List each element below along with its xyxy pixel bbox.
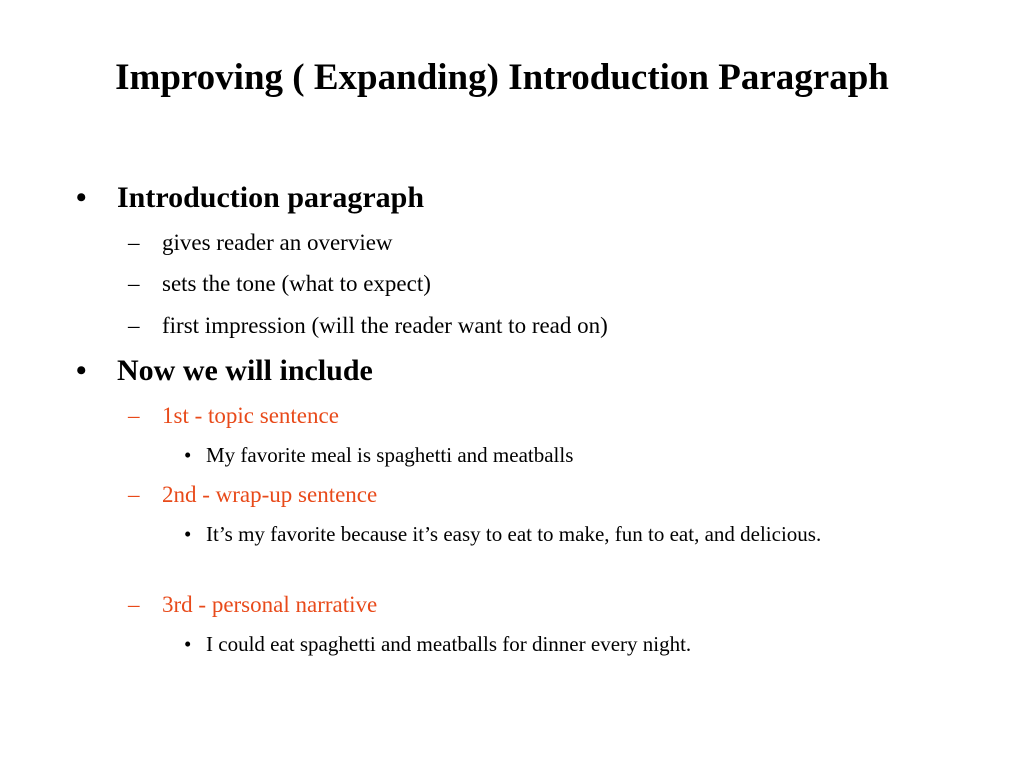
dash-icon: –: [128, 271, 140, 296]
bullet-icon: •: [76, 354, 87, 387]
example-text: It’s my favorite because it’s easy to eat to make, fun to eat, and delicious.: [206, 522, 822, 546]
dash-icon: –: [128, 403, 140, 428]
dash-icon: –: [128, 313, 140, 338]
bullet-icon: •: [184, 443, 192, 467]
subpoint-text: 1st - topic sentence: [162, 403, 339, 428]
subpoint-text: 2nd - wrap-up sentence: [162, 482, 378, 507]
bullet-icon: •: [184, 632, 192, 656]
example-text: I could eat spaghetti and meatballs for dinner every night.: [206, 632, 692, 656]
dash-icon: –: [128, 482, 140, 507]
section-heading: Now we will include: [117, 354, 373, 387]
dash-icon: –: [128, 592, 140, 617]
example-text: My favorite meal is spaghetti and meatballs: [206, 443, 574, 467]
subpoint-text: gives reader an overview: [162, 230, 393, 255]
dash-icon: –: [128, 230, 140, 255]
subpoint-text: sets the tone (what to expect): [162, 271, 431, 296]
bullet-icon: •: [184, 522, 192, 546]
slide-title: Improving ( Expanding) Introduction Paragraph: [115, 57, 889, 98]
subpoint-text: 3rd - personal narrative: [162, 592, 378, 617]
section-heading: Introduction paragraph: [117, 181, 425, 214]
subpoint-text: first impression (will the reader want to read on): [162, 313, 608, 338]
bullet-icon: •: [76, 181, 87, 214]
